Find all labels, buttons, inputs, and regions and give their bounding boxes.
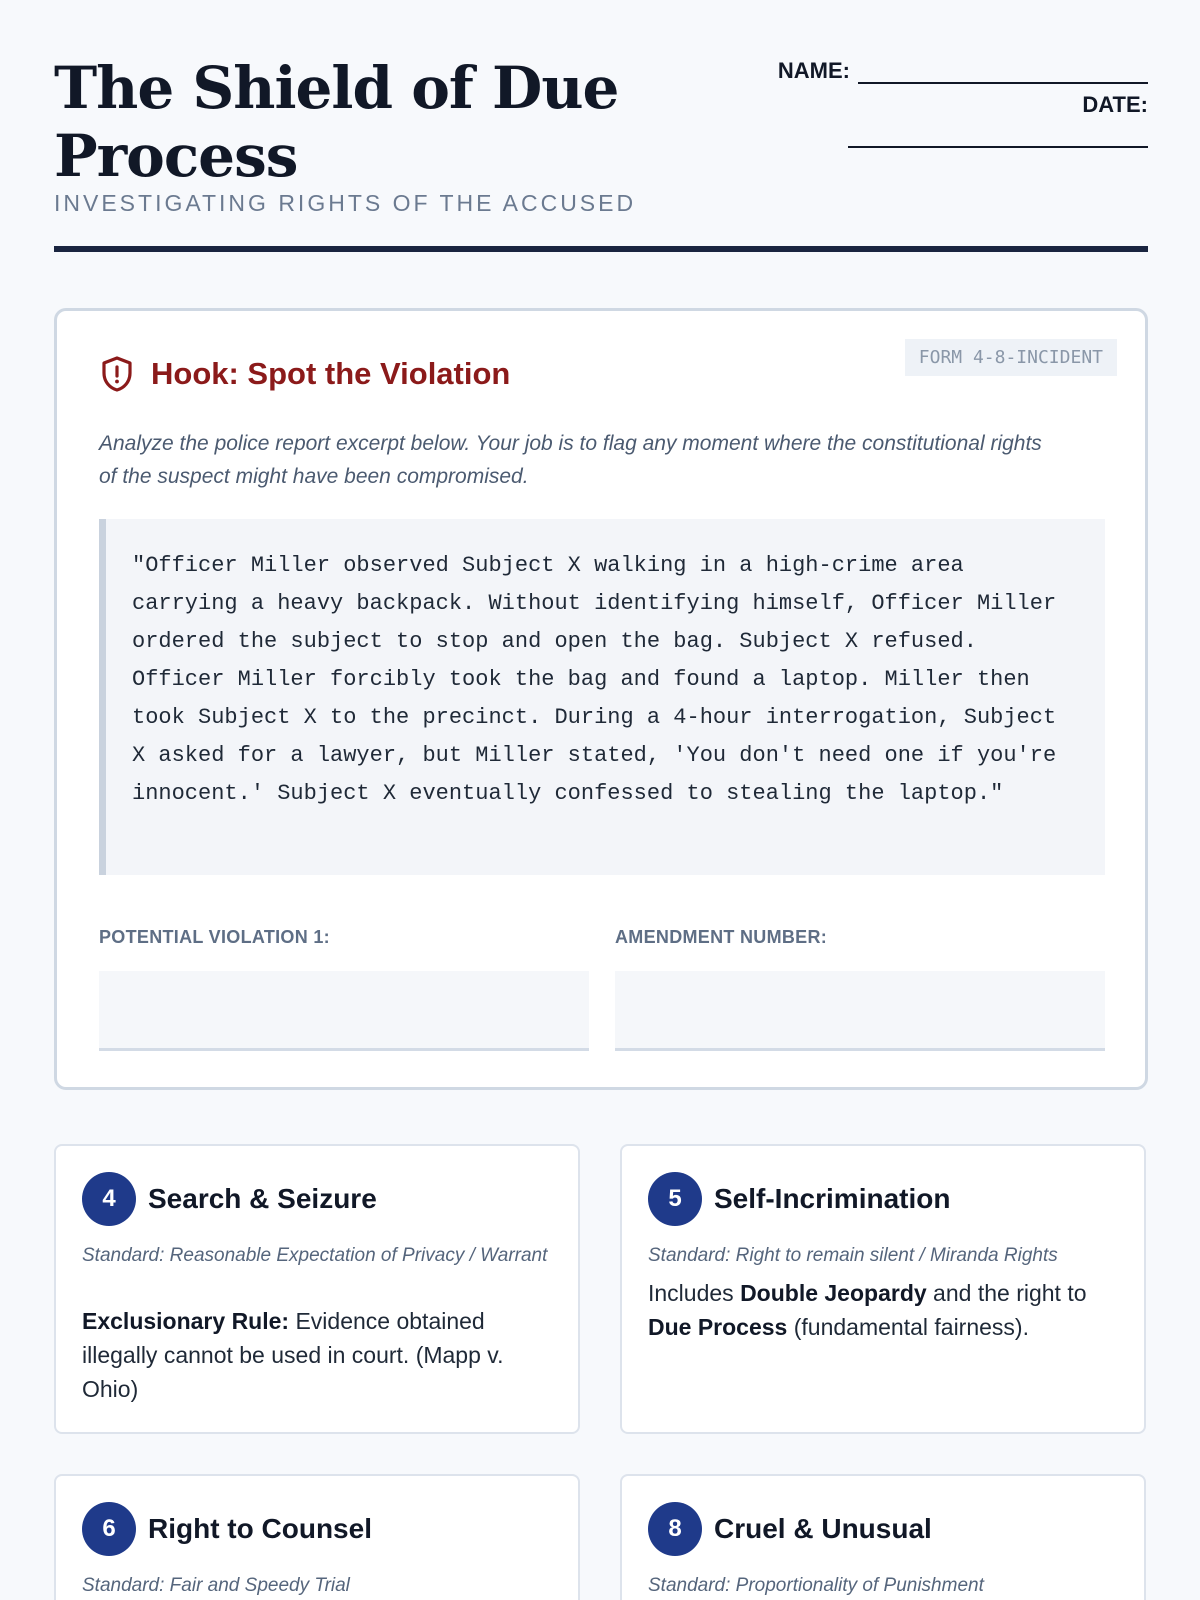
page-title: The Shield of Due Process [54, 54, 619, 190]
amendment-description [82, 1304, 552, 1406]
amendment-number-badge: 6 [82, 1502, 136, 1556]
page-subtitle: INVESTIGATING RIGHTS OF THE ACCUSED [54, 190, 637, 216]
worksheet-header [54, 54, 1148, 254]
amendment-number-badge: 8 [648, 1502, 702, 1556]
shield-alert-icon [99, 355, 135, 393]
amendment-standard: Standard: Proportionality of Punishment [648, 1575, 984, 1596]
hook-card [54, 308, 1148, 1090]
amendment-number-input[interactable] [615, 971, 1105, 1051]
police-report-excerpt: "Officer Miller observed Subject X walking in a high-crime area carrying a heavy backpack. Without identifying himself, Officer Miller ordered the subject to stop and open the bag. Subject X refused. Officer Miller forcibly took the bag and found a laptop. Miller then took Subject X to the precinct. During a 4-hour interrogation, Subject X asked for a lawyer, but Miller stated, 'You don't need one if you're innocent.' Subject X eventually confessed to stealing the laptop." [99, 519, 1105, 875]
amendment-card-8 [620, 1474, 1146, 1600]
hook-title: Hook: Spot the Violation [151, 356, 511, 391]
amendment-label: AMENDMENT NUMBER: [615, 927, 828, 947]
amendment-description [648, 1276, 1118, 1344]
violation-label: POTENTIAL VIOLATION 1: [99, 927, 330, 947]
amendment-title: Search & Seizure [148, 1183, 377, 1214]
amendment-heading [82, 1172, 377, 1226]
name-label: NAME: [777, 58, 850, 83]
amendment-card-5 [620, 1144, 1146, 1434]
name-blank[interactable] [858, 62, 1148, 84]
amendment-heading [648, 1502, 932, 1556]
amendment-standard: Standard: Right to remain silent / Miranda Rights [648, 1245, 1058, 1266]
desc-text: (fundamental fairness). [787, 1314, 1029, 1340]
amendment-card-6 [54, 1474, 580, 1600]
date-blank[interactable] [848, 146, 1148, 148]
desc-bold: Exclusionary Rule: [82, 1308, 290, 1334]
amendment-heading [648, 1172, 950, 1226]
desc-text: Evidence obtained illegally cannot be used in court. (Mapp v. Ohio) [82, 1308, 504, 1402]
header-divider [54, 246, 1148, 252]
desc-text: Includes [648, 1280, 741, 1306]
amendment-heading [82, 1502, 372, 1556]
amendment-title: Right to Counsel [148, 1513, 372, 1544]
amendment-title: Cruel & Unusual [714, 1513, 932, 1544]
violation-input[interactable] [99, 971, 589, 1051]
date-label: DATE: [1082, 92, 1148, 117]
desc-text: and the right to [926, 1280, 1087, 1306]
hook-instructions: Analyze the police report excerpt below. Your job is to flag any moment where the constitutional rights of the suspect might have been compromised. [99, 432, 1042, 488]
name-field [778, 58, 1148, 84]
desc-bold: Double Jeopardy [740, 1280, 927, 1306]
amendment-title: Self-Incrimination [714, 1183, 951, 1214]
amendment-standard: Standard: Reasonable Expectation of Privacy / Warrant [82, 1245, 548, 1266]
amendment-standard: Standard: Fair and Speedy Trial [82, 1575, 350, 1596]
hook-heading [99, 355, 510, 393]
amendment-number-badge: 4 [82, 1172, 136, 1226]
amendment-card-4 [54, 1144, 580, 1434]
form-tag: FORM 4-8-INCIDENT [905, 339, 1117, 376]
desc-bold: Due Process [648, 1314, 788, 1340]
amendment-number-badge: 5 [648, 1172, 702, 1226]
